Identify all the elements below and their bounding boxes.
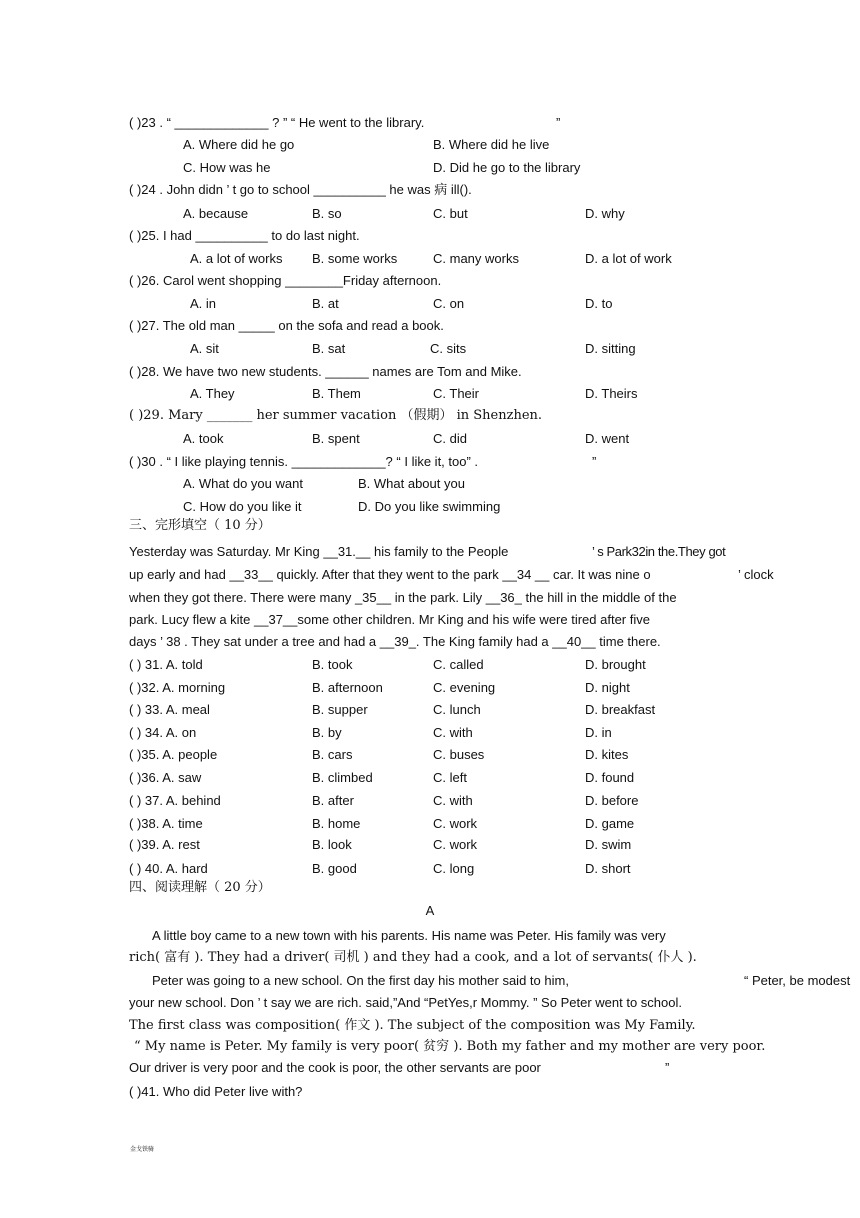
- option-a: A. took: [183, 431, 224, 446]
- option-c: C. Their: [433, 386, 479, 401]
- option-a: A. because: [183, 206, 249, 221]
- option-a: A. a lot of works: [190, 251, 283, 266]
- option-d: D. Did he go to the library: [433, 160, 581, 175]
- cloze-question-33: ( ) 33. A. meal: [129, 702, 210, 717]
- cloze-question-34: ( ) 34. A. on: [129, 725, 197, 740]
- option-a: A. They: [190, 386, 235, 401]
- option-d: D. found: [585, 770, 635, 785]
- option-a: A. Where did he go: [183, 137, 295, 152]
- option-c: C. long: [433, 861, 475, 876]
- option-b: B. took: [312, 657, 353, 672]
- option-b: B. good: [312, 861, 357, 876]
- option-d: D. short: [585, 861, 631, 876]
- cloze-passage-line: when they got there. There were many _35__ in the park. Lily __36_ the hill in the middle of the: [129, 590, 677, 605]
- cloze-question-36: ( )36. A. saw: [129, 770, 202, 785]
- closing-quote: ”: [665, 1060, 670, 1075]
- option-d: D. kites: [585, 747, 629, 762]
- option-c: C. evening: [433, 680, 496, 695]
- question-27: ( )27. The old man _____ on the sofa and read a book.: [129, 318, 444, 333]
- cloze-passage-line: Yesterday was Saturday. Mr King __31.__ his family to the People: [129, 544, 509, 559]
- option-b: B. after: [312, 793, 354, 808]
- option-d: D. brought: [585, 657, 646, 672]
- option-d: D. sitting: [585, 341, 636, 356]
- closing-quote: ”: [592, 454, 597, 469]
- option-d: D. game: [585, 816, 635, 831]
- option-d: D. why: [585, 206, 625, 221]
- passage-label: A: [425, 903, 435, 918]
- option-a: A. in: [190, 296, 217, 311]
- option-d: D. in: [585, 725, 612, 740]
- option-c: C. buses: [433, 747, 485, 762]
- option-d: D. breakfast: [585, 702, 656, 717]
- cloze-question-35: ( )35. A. people: [129, 747, 218, 762]
- option-a: A. What do you want: [183, 476, 303, 491]
- option-b: B. home: [312, 816, 361, 831]
- option-b: B. some works: [312, 251, 398, 266]
- closing-quote: ”: [556, 115, 561, 130]
- option-b: B. Them: [312, 386, 361, 401]
- cloze-passage-line: days ’ 38 . They sat under a tree and had a __39_. The King family had a __40__ time there.: [129, 634, 661, 649]
- cloze-passage-line: park. Lucy flew a kite __37__some other children. Mr King and his wife were tired after five: [129, 612, 650, 627]
- cloze-question-32: ( )32. A. morning: [129, 680, 226, 695]
- option-d: D. Do you like swimming: [358, 499, 501, 514]
- cloze-passage-line: ’ s Park32in the.They got: [592, 544, 726, 559]
- option-b: B. spent: [312, 431, 360, 446]
- question-24: ( )24 . John didn ’ t go to school __________ he was 病 ill().: [129, 182, 472, 197]
- option-c: C. sits: [430, 341, 467, 356]
- option-c: C. did: [433, 431, 467, 446]
- option-b: B. What about you: [358, 476, 465, 491]
- cloze-passage-line: ’ clock: [738, 567, 774, 582]
- section-heading-reading: 四、阅读理解（ 20 分）: [129, 880, 271, 895]
- option-b: B. look: [312, 837, 352, 852]
- option-c: C. work: [433, 837, 478, 852]
- option-b: B. afternoon: [312, 680, 383, 695]
- option-d: D. went: [585, 431, 630, 446]
- option-a: A. sit: [190, 341, 219, 356]
- reading-passage-line: rich( 富有 ). They had a driver( 司机 ) and they had a cook, and a lot of servants( 仆人 ).: [129, 950, 697, 965]
- reading-passage-line: Peter was going to a new school. On the first day his mother said to him,: [152, 973, 569, 988]
- option-b: B. cars: [312, 747, 353, 762]
- reading-passage-line: “ Peter, be modest: [744, 973, 851, 988]
- option-c: C. on: [433, 296, 465, 311]
- option-b: B. climbed: [312, 770, 373, 785]
- option-d: D. to: [585, 296, 613, 311]
- question-25: ( )25. I had __________ to do last night.: [129, 228, 360, 243]
- option-c: C. lunch: [433, 702, 481, 717]
- question-41: ( )41. Who did Peter live with?: [129, 1084, 303, 1099]
- option-d: D. night: [585, 680, 630, 695]
- option-c: C. many works: [433, 251, 519, 266]
- cloze-question-40: ( ) 40. A. hard: [129, 861, 208, 876]
- option-c: C. How was he: [183, 160, 271, 175]
- cloze-question-39: ( )39. A. rest: [129, 837, 200, 852]
- option-c: C. work: [433, 816, 478, 831]
- section-heading-cloze: 三、完形填空（ 10 分）: [129, 518, 271, 533]
- option-b: B. by: [312, 725, 342, 740]
- option-b: B. sat: [312, 341, 346, 356]
- question-26: ( )26. Carol went shopping ________Friday afternoon.: [129, 273, 442, 288]
- cloze-question-31: ( ) 31. A. told: [129, 657, 203, 672]
- option-c: C. with: [433, 793, 473, 808]
- cloze-passage-line: up early and had __33__ quickly. After that they went to the park __34 __ car. It was nine o: [129, 567, 651, 582]
- option-d: D. before: [585, 793, 639, 808]
- cloze-question-37: ( ) 37. A. behind: [129, 793, 221, 808]
- option-d: D. Theirs: [585, 386, 638, 401]
- option-d: D. swim: [585, 837, 632, 852]
- reading-passage-line: “ My name is Peter. My family is very poor( 贫穷 ). Both my father and my mother are very poor.: [134, 1039, 766, 1054]
- option-b: B. Where did he live: [433, 137, 550, 152]
- option-c: C. with: [433, 725, 473, 740]
- question-23: ( )23 . “ _____________ ? ” “ He went to the library.: [129, 115, 425, 130]
- option-c: C. How do you like it: [183, 499, 302, 514]
- option-c: C. left: [433, 770, 467, 785]
- question-30: ( )30 . “ I like playing tennis. _____________? “ I like it, too” .: [129, 454, 479, 469]
- option-c: C. but: [433, 206, 468, 221]
- option-d: D. a lot of work: [585, 251, 672, 266]
- cloze-question-38: ( )38. A. time: [129, 816, 203, 831]
- question-28: ( )28. We have two new students. ______ names are Tom and Mike.: [129, 364, 522, 379]
- reading-passage-line: The first class was composition( 作文 ). The subject of the composition was My Family.: [129, 1018, 696, 1033]
- reading-passage-line: A little boy came to a new town with his parents. His name was Peter. His family was very: [152, 928, 666, 943]
- option-b: B. at: [312, 296, 339, 311]
- question-29: ( )29. Mary _______ her summer vacation （假期） in Shenzhen.: [129, 408, 543, 423]
- reading-passage-line: Our driver is very poor and the cook is poor, the other servants are poor: [129, 1060, 541, 1075]
- option-c: C. called: [433, 657, 484, 672]
- reading-passage-line: your new school. Don ’ t say we are rich. said,”And “PetYes,r Mommy. ” So Peter went to school.: [129, 995, 682, 1010]
- option-b: B. supper: [312, 702, 368, 717]
- page-footer: 金戈铁骑: [130, 1146, 155, 1153]
- option-b: B. so: [312, 206, 342, 221]
